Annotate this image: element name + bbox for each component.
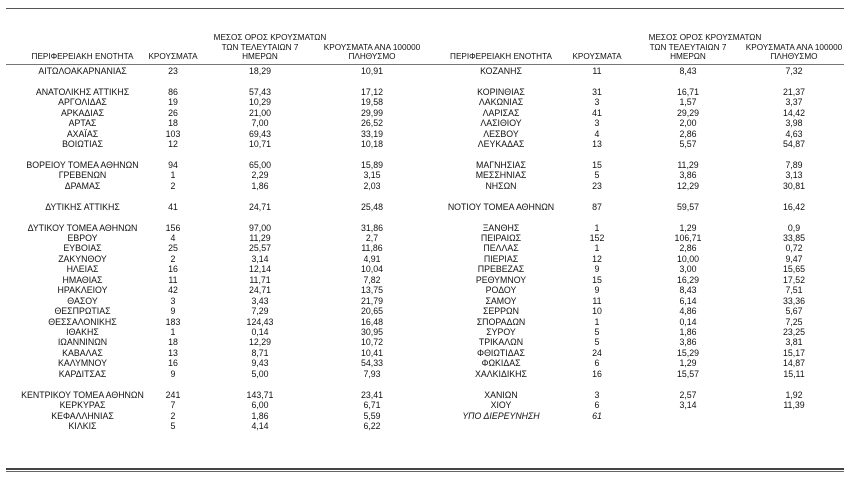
avg-cell: 124,43	[246, 316, 274, 327]
per100k-cell: 11,39	[783, 400, 805, 411]
cases-cell: 6	[594, 358, 600, 369]
per100k-cell: 7,89	[785, 159, 803, 170]
per100k-cell: 7,93	[363, 368, 381, 379]
per100k-cell: 23,41	[360, 389, 383, 400]
region-cell: ΑΡΚΑΔΙΑΣ	[60, 107, 105, 118]
per100k-cell: 4,63	[785, 128, 803, 139]
region-cell: ΙΘΑΚΗΣ	[66, 327, 99, 337]
cases-cell: 2	[170, 180, 176, 191]
per100k-cell: 17,12	[360, 86, 383, 97]
region-cell: ΑΧΑΪΑΣ	[66, 128, 99, 139]
per100k-cell: 17,52	[782, 274, 805, 285]
per100k-cell: 1,92	[785, 389, 803, 400]
cases-cell: 3	[594, 118, 600, 129]
per100k-cell: 3,81	[785, 337, 803, 348]
region-cell: ΓΡΕΒΕΝΩΝ	[58, 170, 107, 181]
cases-cell: 3	[594, 97, 600, 108]
avg-cell: 6,00	[251, 400, 269, 411]
region-cell: ΚΕΦΑΛΛΗΝΙΑΣ	[51, 410, 114, 421]
per100k-cell: 25,48	[360, 201, 383, 212]
per100k-cell: 20,65	[360, 306, 383, 317]
per100k-cell: 31,86	[360, 222, 383, 233]
avg-cell: 5,00	[251, 368, 269, 379]
region-cell: ΘΕΣΣΑΛΟΝΙΚΗΣ	[48, 316, 117, 327]
per100k-cell: 30,95	[360, 327, 383, 337]
cases-cell: 4	[170, 233, 176, 244]
region-cell: ΣΑΜΟΥ	[485, 295, 517, 306]
per100k-cell: 7,82	[363, 274, 381, 285]
region-cell: ΣΕΡΡΩΝ	[483, 306, 519, 317]
avg-cell: 2,86	[679, 243, 697, 254]
region-cell: ΡΟΔΟΥ	[485, 285, 517, 296]
cases-cell: 2	[170, 410, 176, 421]
cases-cell: 94	[168, 159, 178, 170]
cases-cell: 5	[594, 337, 600, 348]
cases-cell: 18	[168, 337, 178, 348]
per100k-cell: 0,9	[787, 222, 801, 233]
avg-cell: 6,14	[679, 295, 697, 306]
per100k-cell: 11,86	[361, 243, 383, 254]
cases-cell: 11	[168, 274, 178, 285]
avg-cell: 2,57	[679, 389, 697, 400]
region-cell: ΛΑΣΙΘΙΟΥ	[480, 118, 522, 129]
cases-cell: 1	[594, 222, 600, 233]
avg-cell: 12,29	[248, 337, 271, 348]
header-per100k-right-1: ΚΡΟΥΣΜΑΤΑ ΑΝΑ 100000	[745, 43, 843, 52]
per100k-cell: 7,25	[785, 316, 803, 327]
cases-cell: 9	[170, 306, 176, 317]
avg-cell: 10,71	[248, 139, 271, 150]
per100k-cell: 10,91	[360, 66, 383, 76]
cases-cell: 16	[592, 368, 602, 379]
cases-cell: 4	[594, 128, 600, 139]
cases-cell: 152	[589, 233, 605, 244]
region-cell: ΘΕΣΠΡΩΤΙΑΣ	[54, 306, 111, 317]
avg-cell: 2,00	[679, 118, 697, 129]
region-cell: ΕΥΒΟΙΑΣ	[63, 243, 102, 254]
cases-cell: 26	[168, 107, 178, 118]
header-per100k-right-2: ΠΛΗΘΥΣΜΟ	[770, 52, 818, 61]
region-cell: ΧΑΛΚΙΔΙΚΗΣ	[475, 368, 527, 379]
cases-cell: 103	[165, 128, 181, 139]
per100k-cell: 10,04	[360, 264, 383, 275]
region-cell: ΚΙΛΚΙΣ	[68, 420, 97, 431]
region-cell: ΕΒΡΟΥ	[67, 233, 98, 244]
cases-cell: 86	[168, 86, 178, 97]
cases-cell: 1	[594, 243, 600, 254]
cases-cell: 5	[170, 420, 176, 431]
cases-cell: 16	[168, 358, 178, 369]
cases-cell: 9	[594, 285, 600, 296]
region-cell: ΛΕΣΒΟΥ	[483, 128, 519, 139]
per100k-cell: 14,87	[782, 358, 805, 369]
avg-cell: 11,29	[677, 159, 699, 170]
avg-cell: 5,57	[679, 139, 697, 150]
cases-cell: 5	[594, 170, 600, 181]
header-cases-left: ΚΡΟΥΣΜΑΤΑ	[148, 52, 198, 61]
header-per100k-left-1: ΚΡΟΥΣΜΑΤΑ ΑΝΑ 100000	[323, 43, 421, 52]
region-cell: ΠΙΕΡΙΑΣ	[483, 253, 519, 264]
cases-cell: 1	[594, 316, 600, 327]
avg-cell: 21,00	[248, 107, 271, 118]
region-cell: ΚΟΡΙΝΘΙΑΣ	[477, 86, 525, 97]
avg-cell: 18,29	[248, 66, 271, 76]
cases-cell: 241	[165, 389, 181, 400]
region-cell: ΠΕΛΛΑΣ	[483, 243, 519, 254]
region-cell: ΝΟΤΙΟΥ ΤΟΜΕΑ ΑΘΗΝΩΝ	[447, 201, 555, 212]
per100k-cell: 7,51	[785, 285, 803, 296]
cases-cell: 15	[592, 274, 602, 285]
per100k-cell: 21,79	[360, 295, 383, 306]
avg-cell: 1,86	[251, 410, 269, 421]
avg-cell: 4,86	[679, 306, 697, 317]
region-cell: ΙΩΑΝΝΙΝΩΝ	[57, 337, 108, 348]
cases-cell: 7	[170, 400, 176, 411]
cases-cell: 6	[594, 400, 600, 411]
header-avg-left-2: ΤΩΝ ΤΕΛΕΥΤΑΙΩΝ 7	[221, 43, 299, 52]
region-cell: ΚΕΝΤΡΙΚΟΥ ΤΟΜΕΑ ΑΘΗΝΩΝ	[21, 389, 144, 400]
region-cell: ΚΟΖΑΝΗΣ	[480, 66, 522, 76]
cases-cell: 61	[592, 410, 602, 421]
avg-cell: 0,14	[251, 327, 269, 337]
avg-cell: 2,29	[251, 170, 269, 181]
avg-cell: 7,00	[251, 118, 269, 129]
region-cell: ΗΡΑΚΛΕΙΟΥ	[57, 285, 108, 296]
avg-cell: 9,43	[251, 358, 269, 369]
avg-cell: 97,00	[248, 222, 271, 233]
avg-cell: 29,29	[676, 107, 699, 118]
header-region-right: ΠΕΡΙΦΕΡΕΙΑΚΗ ΕΝΟΤΗΤΑ	[450, 52, 552, 61]
per100k-cell: 10,41	[360, 347, 383, 358]
cases-cell: 23	[592, 180, 602, 191]
avg-cell: 10,29	[248, 97, 271, 108]
region-cell: ΡΕΘΥΜΝΟΥ	[475, 274, 527, 285]
cases-cell: 13	[168, 347, 178, 358]
per100k-cell: 29,99	[360, 107, 383, 118]
cases-cell: 24	[592, 347, 602, 358]
header-rule	[6, 64, 844, 65]
cases-cell: 9	[594, 264, 600, 275]
region-cell: ΑΡΤΑΣ	[68, 118, 97, 129]
avg-cell: 3,86	[679, 337, 697, 348]
avg-cell: 8,43	[679, 285, 697, 296]
avg-cell: 57,43	[248, 86, 271, 97]
avg-cell: 8,71	[251, 347, 269, 358]
per100k-cell: 33,85	[782, 233, 805, 244]
cases-cell: 18	[168, 118, 178, 129]
region-cell: ΚΕΡΚΥΡΑΣ	[59, 400, 106, 411]
per100k-cell: 33,36	[782, 295, 805, 306]
per100k-cell: 5,67	[785, 306, 803, 317]
region-cell: ΣΠΟΡΑΔΩΝ	[476, 316, 526, 327]
region-cell: ΜΑΓΝΗΣΙΑΣ	[476, 159, 526, 170]
per100k-cell: 5,59	[363, 410, 381, 421]
region-cell: ΒΟΙΩΤΙΑΣ	[62, 139, 103, 150]
per100k-cell: 0,72	[785, 243, 803, 254]
per100k-cell: 3,98	[785, 118, 803, 129]
cases-cell: 3	[170, 295, 176, 306]
cases-cell: 25	[168, 243, 178, 254]
avg-cell: 1,86	[679, 327, 697, 337]
avg-cell: 3,43	[251, 295, 269, 306]
avg-cell: 0,14	[679, 316, 697, 327]
cases-cell: 41	[592, 107, 602, 118]
per100k-cell: 7,32	[785, 66, 803, 76]
cases-cell: 12	[592, 253, 602, 264]
avg-cell: 69,43	[248, 128, 271, 139]
avg-cell: 1,86	[251, 180, 269, 191]
cases-cell: 1	[170, 170, 176, 181]
avg-cell: 16,71	[676, 86, 699, 97]
region-cell: ΛΑΚΩΝΙΑΣ	[478, 97, 524, 108]
per100k-cell: 15,65	[782, 264, 805, 275]
per100k-cell: 54,33	[360, 358, 383, 369]
cases-cell: 13	[592, 139, 602, 150]
per100k-cell: 3,37	[785, 97, 803, 108]
region-cell: ΦΘΙΩΤΙΔΑΣ	[477, 347, 525, 358]
region-cell: ΖΑΚΥΝΘΟΥ	[58, 253, 107, 264]
per100k-cell: 14,42	[782, 107, 805, 118]
region-cell: ΛΕΥΚΑΔΑΣ	[477, 139, 525, 150]
per100k-cell: 4,91	[363, 253, 381, 264]
per100k-cell: 3,15	[363, 170, 381, 181]
cases-cell: 9	[170, 368, 176, 379]
avg-cell: 24,71	[248, 201, 271, 212]
per100k-cell: 2,7	[365, 233, 379, 244]
cases-cell: 41	[168, 201, 178, 212]
per100k-cell: 26,52	[360, 118, 383, 129]
per100k-cell: 13,75	[360, 285, 383, 296]
cases-cell: 10	[592, 306, 602, 317]
avg-cell: 1,29	[679, 222, 697, 233]
region-cell: ΑΡΓΟΛΙΔΑΣ	[58, 97, 107, 108]
region-cell: ΚΑΛΥΜΝΟΥ	[58, 358, 107, 369]
avg-cell: 15,57	[676, 368, 699, 379]
header-region-left: ΠΕΡΙΦΕΡΕΙΑΚΗ ΕΝΟΤΗΤΑ	[31, 52, 134, 61]
avg-cell: 65,00	[248, 159, 271, 170]
region-cell: ΑΙΤΩΛΟΑΚΑΡΝΑΝΙΑΣ	[38, 66, 127, 76]
region-cell: ΔΡΑΜΑΣ	[64, 180, 101, 191]
avg-cell: 16,29	[676, 274, 699, 285]
avg-cell: 11,71	[249, 274, 271, 285]
region-cell: ΣΥΡΟΥ	[486, 327, 516, 337]
region-cell: ΧΙΟΥ	[490, 400, 512, 411]
region-cell: ΚΑΡΔΙΤΣΑΣ	[58, 368, 107, 379]
per100k-cell: 33,19	[360, 128, 383, 139]
cases-cell: 87	[592, 201, 602, 212]
cases-cell: 16	[168, 264, 178, 275]
cases-cell: 19	[168, 97, 178, 108]
per100k-cell: 30,81	[782, 180, 805, 191]
cases-cell: 11	[592, 295, 602, 306]
region-cell: ΥΠΟ ΔΙΕΡΕΥΝΗΣΗ	[462, 410, 540, 421]
cases-cell: 2	[170, 253, 176, 264]
header-avg-right-3: ΗΜΕΡΩΝ	[670, 52, 706, 61]
cases-cell: 15	[592, 159, 602, 170]
cases-cell: 183	[165, 316, 181, 327]
avg-cell: 24,71	[248, 285, 271, 296]
avg-cell: 3,86	[679, 170, 697, 181]
region-cell: ΑΝΑΤΟΛΙΚΗΣ ΑΤΤΙΚΗΣ	[35, 86, 130, 97]
per100k-cell: 21,37	[782, 86, 805, 97]
avg-cell: 1,29	[679, 358, 697, 369]
per100k-cell: 9,47	[785, 253, 803, 264]
avg-cell: 15,29	[676, 347, 699, 358]
top-rule	[6, 8, 844, 9]
header-cases-right: ΚΡΟΥΣΜΑΤΑ	[572, 52, 622, 61]
cases-cell: 3	[594, 389, 600, 400]
region-cell: ΛΑΡΙΣΑΣ	[482, 107, 520, 118]
per100k-cell: 10,72	[360, 337, 383, 348]
header-per100k-left-2: ΠΛΗΘΥΣΜΟ	[348, 52, 396, 61]
region-cell: ΔΥΤΙΚΟΥ ΤΟΜΕΑ ΑΘΗΝΩΝ	[27, 222, 138, 233]
region-cell: ΚΑΒΑΛΑΣ	[62, 347, 103, 358]
cases-cell: 5	[594, 327, 600, 337]
avg-cell: 4,14	[251, 420, 269, 431]
avg-cell: 59,57	[676, 201, 699, 212]
header-avg-right-1: ΜΕΣΟΣ ΟΡΟΣ ΚΡΟΥΣΜΑΤΩΝ	[648, 33, 762, 42]
header-avg-left-1: ΜΕΣΟΣ ΟΡΟΣ ΚΡΟΥΣΜΑΤΩΝ	[213, 33, 327, 42]
region-cell: ΒΟΡΕΙΟΥ ΤΟΜΕΑ ΑΘΗΝΩΝ	[26, 159, 139, 170]
region-cell: ΦΩΚΙΔΑΣ	[481, 358, 521, 369]
region-cell: ΔΥΤΙΚΗΣ ΑΤΤΙΚΗΣ	[45, 201, 120, 212]
per100k-cell: 6,22	[363, 420, 381, 431]
bottom-rule	[6, 468, 844, 470]
per100k-cell: 54,87	[782, 139, 805, 150]
avg-cell: 11,29	[249, 233, 271, 244]
avg-cell: 1,57	[679, 97, 697, 108]
avg-cell: 7,29	[251, 306, 269, 317]
per100k-cell: 16,42	[782, 201, 805, 212]
per100k-cell: 10,18	[360, 139, 383, 150]
per100k-cell: 3,13	[785, 170, 803, 181]
avg-cell: 3,14	[251, 253, 269, 264]
avg-cell: 106,71	[674, 233, 702, 244]
avg-cell: 12,14	[248, 264, 271, 275]
cases-cell: 42	[168, 285, 178, 296]
avg-cell: 10,00	[676, 253, 699, 264]
cases-cell: 156	[165, 222, 181, 233]
per100k-cell: 19,58	[360, 97, 383, 108]
per100k-cell: 6,71	[363, 400, 381, 411]
avg-cell: 8,43	[679, 66, 697, 76]
avg-cell: 3,14	[679, 400, 697, 411]
region-cell: ΝΗΣΩΝ	[485, 180, 517, 191]
cases-cell: 1	[170, 327, 176, 337]
cases-cell: 11	[592, 66, 602, 76]
bottom-rule-thin	[6, 471, 844, 472]
region-cell: ΠΡΕΒΕΖΑΣ	[477, 264, 525, 275]
region-cell: ΗΛΕΙΑΣ	[66, 264, 99, 275]
per100k-cell: 23,25	[782, 327, 805, 337]
avg-cell: 2,86	[679, 128, 697, 139]
region-cell: ΠΕΙΡΑΙΩΣ	[480, 233, 522, 244]
avg-cell: 3,00	[679, 264, 697, 275]
region-cell: ΗΜΑΘΙΑΣ	[62, 274, 103, 285]
region-cell: ΞΑΝΘΗΣ	[482, 222, 520, 233]
avg-cell: 25,57	[248, 243, 271, 254]
region-cell: ΘΑΣΟΥ	[67, 295, 98, 306]
cases-cell: 31	[592, 86, 602, 97]
per100k-cell: 15,17	[782, 347, 805, 358]
header-avg-right-2: ΤΩΝ ΤΕΛΕΥΤΑΙΩΝ 7	[649, 43, 727, 52]
avg-cell: 12,29	[676, 180, 699, 191]
region-cell: ΤΡΙΚΑΛΩΝ	[478, 337, 524, 348]
cases-cell: 12	[168, 139, 178, 150]
per100k-cell: 15,11	[783, 368, 805, 379]
avg-cell: 143,71	[246, 389, 274, 400]
region-cell: ΜΕΣΣΗΝΙΑΣ	[475, 170, 527, 181]
per100k-cell: 15,89	[360, 159, 383, 170]
per100k-cell: 2,03	[363, 180, 381, 191]
cases-cell: 23	[168, 66, 178, 76]
region-cell: ΧΑΝΙΩΝ	[484, 389, 518, 400]
header-avg-left-3: ΗΜΕΡΩΝ	[242, 52, 278, 61]
per100k-cell: 16,48	[360, 316, 383, 327]
